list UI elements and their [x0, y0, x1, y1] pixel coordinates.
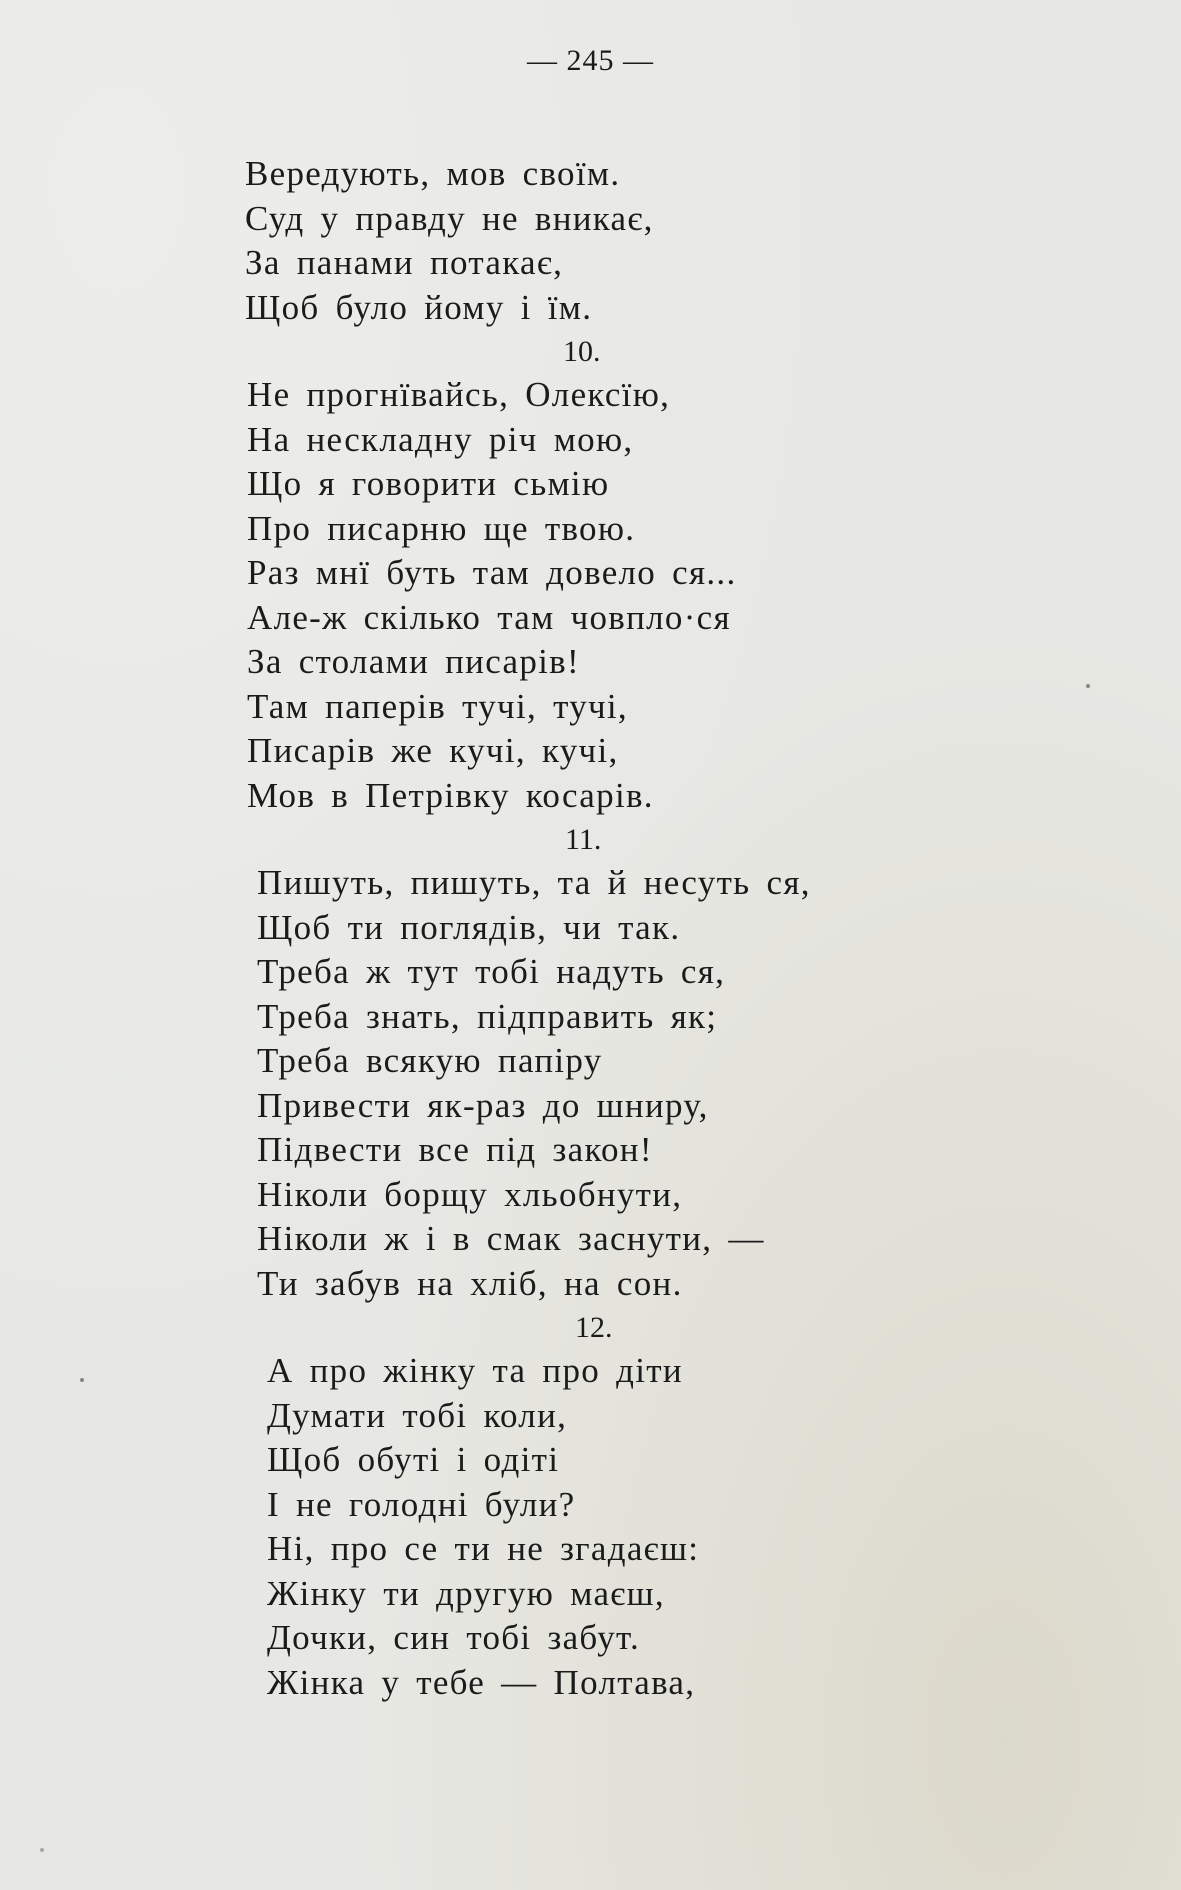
poem-line: Щоб було йому і їм. [245, 287, 593, 327]
poem-line: Ніколи ж і в смак заснути, — [257, 1219, 765, 1258]
paper-speck [40, 1848, 44, 1852]
poem-line: Думати тобі коли, [267, 1395, 568, 1435]
page-number: — 245 — [527, 44, 654, 77]
poem-line: Ти забув на хліб, на сон. [257, 1263, 683, 1303]
stanza-number: 10. [563, 335, 601, 368]
poem-line: Треба знать, підправить як; [257, 996, 718, 1036]
poem-line: Раз мнї буть там довело ся... [247, 553, 737, 592]
poem-line: За панами потакає, [245, 243, 564, 282]
stanza-number: 11. [565, 823, 602, 856]
poem-line: І не голодні були? [267, 1484, 576, 1524]
poem-line: Що я говорити сьмію [247, 464, 610, 503]
stanza-10 [245, 330, 1095, 818]
poem-line: Ні, про се ти не згадаєш: [267, 1529, 700, 1568]
poem-line: Треба всякую папіру [257, 1041, 603, 1080]
poem-line: А про жінку та про діти [267, 1351, 683, 1390]
poem-line: Мов в Петрівку косарів. [247, 775, 654, 815]
poem-line: Жінка у тебе — Полтава, [267, 1662, 696, 1702]
poem-line: Привести як-раз до шниру, [257, 1085, 709, 1125]
poem-line: Підвести все під закон! [257, 1130, 653, 1169]
poem-line: На нескладну річ мою, [247, 419, 634, 459]
poem-line: Писарів же кучі, кучі, [247, 731, 619, 770]
poem-text [245, 152, 1095, 1705]
poem-line: За столами писарів! [247, 642, 580, 681]
stanza-number: 12. [575, 1311, 613, 1344]
poem-line: Про писарню ще твою. [247, 508, 636, 548]
poem-line: Пишуть, пишуть, та й несуть ся, [257, 863, 811, 902]
poem-line: Щоб обуті і одіті [267, 1440, 560, 1479]
poem-line: Жінку ти другую маєш, [267, 1573, 665, 1613]
poem-line: Щоб ти поглядів, чи так. [257, 907, 681, 947]
stanza-continuation [245, 152, 1095, 330]
poem-line: Вередують, мов своїм. [245, 154, 621, 193]
stanza-12 [245, 1306, 1095, 1705]
poem-line: Ніколи борщу хльобнути, [257, 1174, 683, 1214]
poem-line: Треба ж тут тобі надуть ся, [257, 952, 726, 991]
paper-speck [80, 1378, 84, 1382]
paper-speck [1086, 684, 1090, 688]
poem-line: Але-ж скілько там човпло·ся [247, 597, 731, 637]
stanza-11 [245, 818, 1095, 1306]
poem-line: Дочки, син тобі забут. [267, 1618, 641, 1657]
poem-line: Суд у правду не вникає, [245, 198, 654, 238]
poem-line: Там паперів тучі, тучі, [247, 686, 628, 726]
poem-line: Не прогнївайсь, Олексїю, [247, 375, 671, 414]
